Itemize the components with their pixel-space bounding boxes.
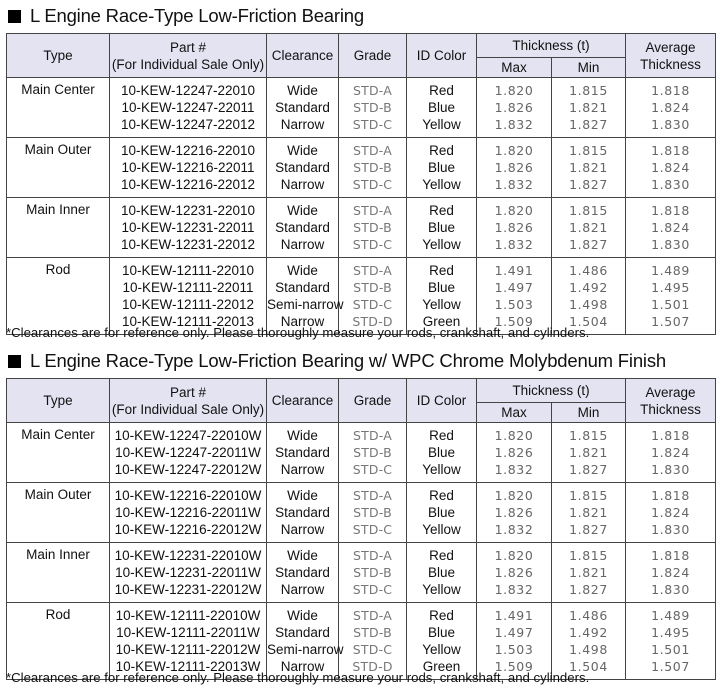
max-thickness-value: 1.509 <box>494 314 534 329</box>
black-square-icon <box>8 10 21 23</box>
average-thickness-value: 1.818 <box>651 428 690 443</box>
average-thickness-value: 1.824 <box>651 445 690 460</box>
max-thickness-value: 1.826 <box>494 445 534 460</box>
max-thickness-value: 1.826 <box>494 100 534 115</box>
header-clearance: Clearance <box>267 34 339 78</box>
clearance-value: Standard <box>275 445 330 460</box>
max-thickness-value: 1.832 <box>494 177 534 192</box>
average-thickness-value: 1.830 <box>651 582 690 597</box>
min-thickness-value: 1.504 <box>569 659 608 674</box>
grade-value: STD-A <box>353 548 392 563</box>
id-color-value: Yellow <box>422 582 461 597</box>
clearance-value: Wide <box>287 203 318 218</box>
grade-cell <box>339 423 407 483</box>
min-thickness-value: 1.498 <box>569 297 608 312</box>
part-number-value: 10-KEW-12111-22011W <box>116 625 260 640</box>
id-color-cell <box>407 483 477 543</box>
id-color-value: Yellow <box>422 117 461 132</box>
max-thickness-cell <box>477 258 552 335</box>
clearance-cell <box>267 483 339 543</box>
id-color-value: Blue <box>427 625 456 640</box>
min-thickness-value: 1.821 <box>569 445 608 460</box>
grade-value: STD-A <box>353 488 392 503</box>
part-number-value: 10-KEW-12247-22012W <box>114 462 262 477</box>
part-number-value: 10-KEW-12247-22011 <box>121 100 255 115</box>
id-color-value: Yellow <box>422 522 461 537</box>
id-color-value: Red <box>429 548 454 563</box>
clearance-value: Wide <box>287 488 318 503</box>
part-number-value: 10-KEW-12111-22013 <box>121 314 255 329</box>
clearance-value: Narrow <box>280 462 325 477</box>
header-part-number: Part # (For Individual Sale Only) <box>110 34 267 78</box>
id-color-value: Blue <box>427 100 456 115</box>
grade-value: STD-A <box>353 428 392 443</box>
average-thickness-value: 1.501 <box>651 297 690 312</box>
clearance-value: Wide <box>287 83 318 98</box>
min-thickness-value: 1.815 <box>569 428 608 443</box>
average-thickness-value: 1.824 <box>651 220 690 235</box>
clearance-value: Wide <box>287 143 318 158</box>
grade-value: STD-C <box>352 462 393 477</box>
header-thickness: Thickness (t) <box>477 34 626 58</box>
id-color-value: Yellow <box>422 177 461 192</box>
table-row <box>7 138 716 198</box>
grade-value: STD-B <box>353 280 392 295</box>
section-title-text: L Engine Race-Type Low-Friction Bearing w/ WPC Chrome Molybdenum Finish <box>30 350 666 371</box>
header-clearance: Clearance <box>267 379 339 423</box>
bearing-table-2 <box>6 378 716 680</box>
table-row <box>7 258 716 335</box>
header-type: Type <box>7 34 110 78</box>
id-color-value: Red <box>429 143 454 158</box>
average-thickness-value: 1.495 <box>651 625 690 640</box>
min-thickness-value: 1.815 <box>569 203 608 218</box>
max-thickness-cell <box>477 483 552 543</box>
clearance-note-2: *Clearances are for reference only. Please thoroughly measure your rods, crankshaft, and cylinders. <box>6 670 590 685</box>
part-number-value: 10-KEW-12247-22010W <box>114 428 262 443</box>
clearance-cell <box>267 258 344 335</box>
average-thickness-value: 1.824 <box>651 565 690 580</box>
min-thickness-value: 1.815 <box>569 143 608 158</box>
type-cell <box>7 603 110 680</box>
grade-value: STD-B <box>353 160 392 175</box>
min-thickness-cell <box>552 258 626 335</box>
grade-value: STD-D <box>352 314 393 329</box>
header-type: Type <box>7 379 110 423</box>
clearance-cell <box>267 543 339 603</box>
type-cell <box>7 138 110 198</box>
grade-value: STD-C <box>352 237 393 252</box>
average-thickness-value: 1.824 <box>651 505 690 520</box>
max-thickness-value: 1.509 <box>494 659 534 674</box>
clearance-value: Narrow <box>280 522 325 537</box>
type-label: Main Center <box>21 82 95 97</box>
average-thickness-cell <box>626 198 716 258</box>
type-label: Main Inner <box>26 202 90 217</box>
clearance-value: Narrow <box>280 582 325 597</box>
min-thickness-cell <box>552 138 626 198</box>
max-thickness-value: 1.820 <box>494 203 534 218</box>
average-thickness-value: 1.824 <box>651 160 690 175</box>
min-thickness-cell <box>552 198 626 258</box>
max-thickness-value: 1.826 <box>494 160 534 175</box>
min-thickness-value: 1.827 <box>569 522 608 537</box>
grade-value: STD-C <box>352 582 393 597</box>
id-color-value: Yellow <box>422 462 461 477</box>
max-thickness-value: 1.832 <box>494 237 534 252</box>
min-thickness-value: 1.492 <box>569 280 608 295</box>
grade-cell <box>339 138 407 198</box>
part-number-value: 10-KEW-12231-22012 <box>120 237 256 252</box>
min-thickness-cell <box>552 78 626 138</box>
part-number-cell <box>110 543 267 603</box>
part-number-value: 10-KEW-12216-22010W <box>114 488 262 503</box>
type-cell <box>7 198 110 258</box>
min-thickness-value: 1.821 <box>569 100 608 115</box>
bearing-table-1 <box>6 33 716 335</box>
clearance-value: Wide <box>287 608 318 623</box>
header-max: Max <box>477 57 552 77</box>
header-grade: Grade <box>339 34 407 78</box>
part-number-value: 10-KEW-12247-22011W <box>115 445 261 460</box>
type-label: Main Outer <box>24 142 92 157</box>
id-color-cell <box>407 198 477 258</box>
clearance-value: Standard <box>275 280 330 295</box>
part-number-value: 10-KEW-12231-22010 <box>120 203 256 218</box>
part-number-value: 10-KEW-12216-22011W <box>115 505 261 520</box>
grade-value: STD-A <box>353 143 392 158</box>
type-cell <box>7 543 110 603</box>
max-thickness-value: 1.832 <box>494 522 534 537</box>
grade-cell <box>339 543 407 603</box>
average-thickness-cell <box>626 603 716 680</box>
grade-value: STD-C <box>352 522 393 537</box>
header-grade: Grade <box>339 379 407 423</box>
header-min: Min <box>552 402 626 422</box>
clearance-cell <box>267 198 339 258</box>
max-thickness-value: 1.497 <box>494 625 534 640</box>
id-color-value: Red <box>429 83 454 98</box>
average-thickness-value: 1.830 <box>651 177 690 192</box>
average-thickness-value: 1.501 <box>651 642 690 657</box>
min-thickness-cell <box>552 603 626 680</box>
header-min: Min <box>552 57 626 77</box>
part-number-value: 10-KEW-12216-22011 <box>121 160 255 175</box>
average-thickness-cell <box>626 483 716 543</box>
id-color-value: Blue <box>427 445 456 460</box>
table-row <box>7 483 716 543</box>
max-thickness-cell <box>477 543 552 603</box>
id-color-value: Red <box>429 608 454 623</box>
type-cell <box>7 423 110 483</box>
part-number-value: 10-KEW-12111-22013W <box>115 659 261 674</box>
min-thickness-value: 1.815 <box>569 548 608 563</box>
average-thickness-value: 1.818 <box>651 203 690 218</box>
id-color-value: Red <box>429 428 454 443</box>
max-thickness-value: 1.491 <box>494 263 534 278</box>
type-cell <box>7 483 110 543</box>
part-number-value: 10-KEW-12231-22011W <box>115 565 261 580</box>
part-number-cell <box>110 423 267 483</box>
average-thickness-value: 1.830 <box>651 117 690 132</box>
clearance-value: Standard <box>275 505 330 520</box>
id-color-value: Blue <box>427 280 456 295</box>
max-thickness-cell <box>477 198 552 258</box>
part-number-value: 10-KEW-12111-22010 <box>121 263 255 278</box>
max-thickness-value: 1.826 <box>494 565 534 580</box>
part-number-cell <box>110 78 267 138</box>
clearance-value: Semi-narrow <box>267 297 344 312</box>
average-thickness-value: 1.818 <box>651 488 690 503</box>
min-thickness-value: 1.827 <box>569 117 608 132</box>
part-number-value: 10-KEW-12231-22010W <box>114 548 262 563</box>
clearance-value: Standard <box>275 565 330 580</box>
header-id-color: ID Color <box>407 379 477 423</box>
average-thickness-value: 1.818 <box>651 143 690 158</box>
id-color-cell <box>407 603 477 680</box>
grade-cell <box>339 483 407 543</box>
min-thickness-value: 1.821 <box>569 220 608 235</box>
black-square-icon <box>8 355 21 368</box>
id-color-value: Blue <box>427 160 456 175</box>
id-color-value: Blue <box>427 220 456 235</box>
min-thickness-value: 1.492 <box>569 625 608 640</box>
type-label: Main Inner <box>26 547 90 562</box>
min-thickness-value: 1.821 <box>569 160 608 175</box>
min-thickness-value: 1.821 <box>569 505 608 520</box>
part-number-value: 10-KEW-12216-22010 <box>120 143 256 158</box>
max-thickness-value: 1.820 <box>494 488 534 503</box>
average-thickness-value: 1.824 <box>651 100 690 115</box>
clearance-value: Narrow <box>280 117 325 132</box>
grade-value: STD-B <box>353 220 392 235</box>
min-thickness-value: 1.498 <box>569 642 608 657</box>
clearance-value: Standard <box>275 160 330 175</box>
grade-value: STD-A <box>353 608 392 623</box>
id-color-cell <box>407 543 477 603</box>
id-color-value: Yellow <box>422 237 461 252</box>
id-color-cell <box>407 138 477 198</box>
clearance-value: Standard <box>275 625 330 640</box>
clearance-value: Standard <box>275 220 330 235</box>
grade-value: STD-D <box>352 659 393 674</box>
part-number-value: 10-KEW-12111-22010W <box>115 608 261 623</box>
grade-cell <box>339 198 407 258</box>
header-part-number: Part # (For Individual Sale Only) <box>110 379 267 423</box>
min-thickness-cell <box>552 543 626 603</box>
min-thickness-value: 1.504 <box>569 314 608 329</box>
max-thickness-value: 1.832 <box>494 462 534 477</box>
min-thickness-value: 1.827 <box>569 582 608 597</box>
table-row <box>7 603 716 680</box>
clearance-value: Narrow <box>280 659 325 674</box>
grade-value: STD-B <box>353 505 392 520</box>
part-number-cell <box>110 483 267 543</box>
max-thickness-cell <box>477 423 552 483</box>
id-color-value: Red <box>429 203 454 218</box>
average-thickness-cell <box>626 78 716 138</box>
grade-value: STD-C <box>352 177 393 192</box>
grade-value: STD-A <box>353 203 392 218</box>
average-thickness-value: 1.507 <box>651 314 690 329</box>
min-thickness-value: 1.815 <box>569 488 608 503</box>
part-number-value: 10-KEW-12111-22011 <box>122 280 254 295</box>
id-color-value: Green <box>422 659 461 674</box>
header-id-color: ID Color <box>407 34 477 78</box>
grade-value: STD-C <box>352 117 393 132</box>
part-number-value: 10-KEW-12231-22012W <box>114 582 262 597</box>
min-thickness-value: 1.821 <box>569 565 608 580</box>
grade-value: STD-A <box>353 263 392 278</box>
grade-value: STD-B <box>353 445 392 460</box>
clearance-cell <box>267 603 344 680</box>
max-thickness-value: 1.820 <box>494 83 534 98</box>
min-thickness-value: 1.827 <box>569 237 608 252</box>
id-color-value: Red <box>429 488 454 503</box>
grade-cell <box>339 603 407 680</box>
average-thickness-cell <box>626 423 716 483</box>
part-number-value: 10-KEW-12111-22012 <box>121 297 255 312</box>
clearance-cell <box>267 138 339 198</box>
part-number-value: 10-KEW-12216-22012 <box>120 177 256 192</box>
clearance-cell <box>267 78 339 138</box>
table-row <box>7 543 716 603</box>
header-thickness: Thickness (t) <box>477 379 626 403</box>
part-number-cell <box>110 603 267 680</box>
section-title-text: L Engine Race-Type Low-Friction Bearing <box>30 5 364 26</box>
type-cell <box>7 78 110 138</box>
clearance-value: Narrow <box>280 177 325 192</box>
max-thickness-value: 1.497 <box>494 280 534 295</box>
min-thickness-value: 1.827 <box>569 177 608 192</box>
clearance-value: Wide <box>287 428 318 443</box>
grade-value: STD-B <box>353 625 392 640</box>
average-thickness-cell <box>626 543 716 603</box>
grade-value: STD-B <box>353 565 392 580</box>
max-thickness-value: 1.503 <box>494 642 534 657</box>
average-thickness-value: 1.818 <box>651 83 690 98</box>
part-number-value: 10-KEW-12111-22012W <box>115 642 261 657</box>
id-color-value: Blue <box>427 565 456 580</box>
min-thickness-value: 1.815 <box>569 83 608 98</box>
average-thickness-value: 1.830 <box>651 522 690 537</box>
clearance-value: Standard <box>275 100 330 115</box>
part-number-cell <box>110 198 267 258</box>
part-number-cell <box>110 138 267 198</box>
id-color-cell <box>407 423 477 483</box>
header-average-thickness: Average Thickness <box>626 34 716 78</box>
average-thickness-value: 1.830 <box>651 462 690 477</box>
max-thickness-value: 1.820 <box>494 143 534 158</box>
id-color-value: Red <box>429 263 454 278</box>
section-title-1 <box>8 5 364 27</box>
type-label: Rod <box>45 262 71 277</box>
header-average-thickness: Average Thickness <box>626 379 716 423</box>
average-thickness-value: 1.489 <box>651 608 690 623</box>
max-thickness-value: 1.826 <box>494 505 534 520</box>
max-thickness-value: 1.820 <box>494 428 534 443</box>
clearance-value: Wide <box>287 548 318 563</box>
average-thickness-value: 1.830 <box>651 237 690 252</box>
clearance-value: Wide <box>287 263 318 278</box>
average-thickness-value: 1.818 <box>651 548 690 563</box>
grade-value: STD-C <box>352 297 393 312</box>
id-color-value: Green <box>422 314 461 329</box>
max-thickness-value: 1.832 <box>494 117 534 132</box>
max-thickness-cell <box>477 78 552 138</box>
average-thickness-cell <box>626 138 716 198</box>
part-number-value: 10-KEW-12216-22012W <box>114 522 262 537</box>
max-thickness-value: 1.503 <box>494 297 534 312</box>
average-thickness-value: 1.507 <box>651 659 690 674</box>
id-color-value: Yellow <box>422 642 461 657</box>
id-color-value: Yellow <box>422 297 461 312</box>
min-thickness-value: 1.827 <box>569 462 608 477</box>
min-thickness-cell <box>552 423 626 483</box>
grade-value: STD-B <box>353 100 392 115</box>
grade-cell <box>339 258 407 335</box>
clearance-value: Narrow <box>280 237 325 252</box>
max-thickness-cell <box>477 138 552 198</box>
part-number-value: 10-KEW-12247-22012 <box>120 117 256 132</box>
type-label: Main Outer <box>24 487 92 502</box>
part-number-cell <box>110 258 267 335</box>
clearance-note-1: *Clearances are for reference only. Please thoroughly measure your rods, crankshaft, and cylinders. <box>6 325 590 340</box>
part-number-value: 10-KEW-12247-22010 <box>120 83 256 98</box>
clearance-value: Narrow <box>280 314 325 329</box>
section-title-2 <box>8 350 666 372</box>
average-thickness-value: 1.489 <box>651 263 690 278</box>
min-thickness-value: 1.486 <box>569 263 608 278</box>
min-thickness-cell <box>552 483 626 543</box>
grade-value: STD-A <box>353 83 392 98</box>
id-color-cell <box>407 78 477 138</box>
type-label: Rod <box>45 607 71 622</box>
header-max: Max <box>477 402 552 422</box>
id-color-value: Blue <box>427 505 456 520</box>
average-thickness-cell <box>626 258 716 335</box>
max-thickness-value: 1.826 <box>494 220 534 235</box>
clearance-cell <box>267 423 339 483</box>
max-thickness-value: 1.832 <box>494 582 534 597</box>
grade-cell <box>339 78 407 138</box>
table-row <box>7 198 716 258</box>
grade-value: STD-C <box>352 642 393 657</box>
table-row <box>7 423 716 483</box>
type-cell <box>7 258 110 335</box>
id-color-cell <box>407 258 477 335</box>
max-thickness-cell <box>477 603 552 680</box>
clearance-value: Semi-narrow <box>267 642 344 657</box>
table-row <box>7 78 716 138</box>
type-label: Main Center <box>21 427 95 442</box>
min-thickness-value: 1.486 <box>569 608 608 623</box>
max-thickness-value: 1.820 <box>494 548 534 563</box>
part-number-value: 10-KEW-12231-22011 <box>121 220 255 235</box>
max-thickness-value: 1.491 <box>494 608 534 623</box>
average-thickness-value: 1.495 <box>651 280 690 295</box>
